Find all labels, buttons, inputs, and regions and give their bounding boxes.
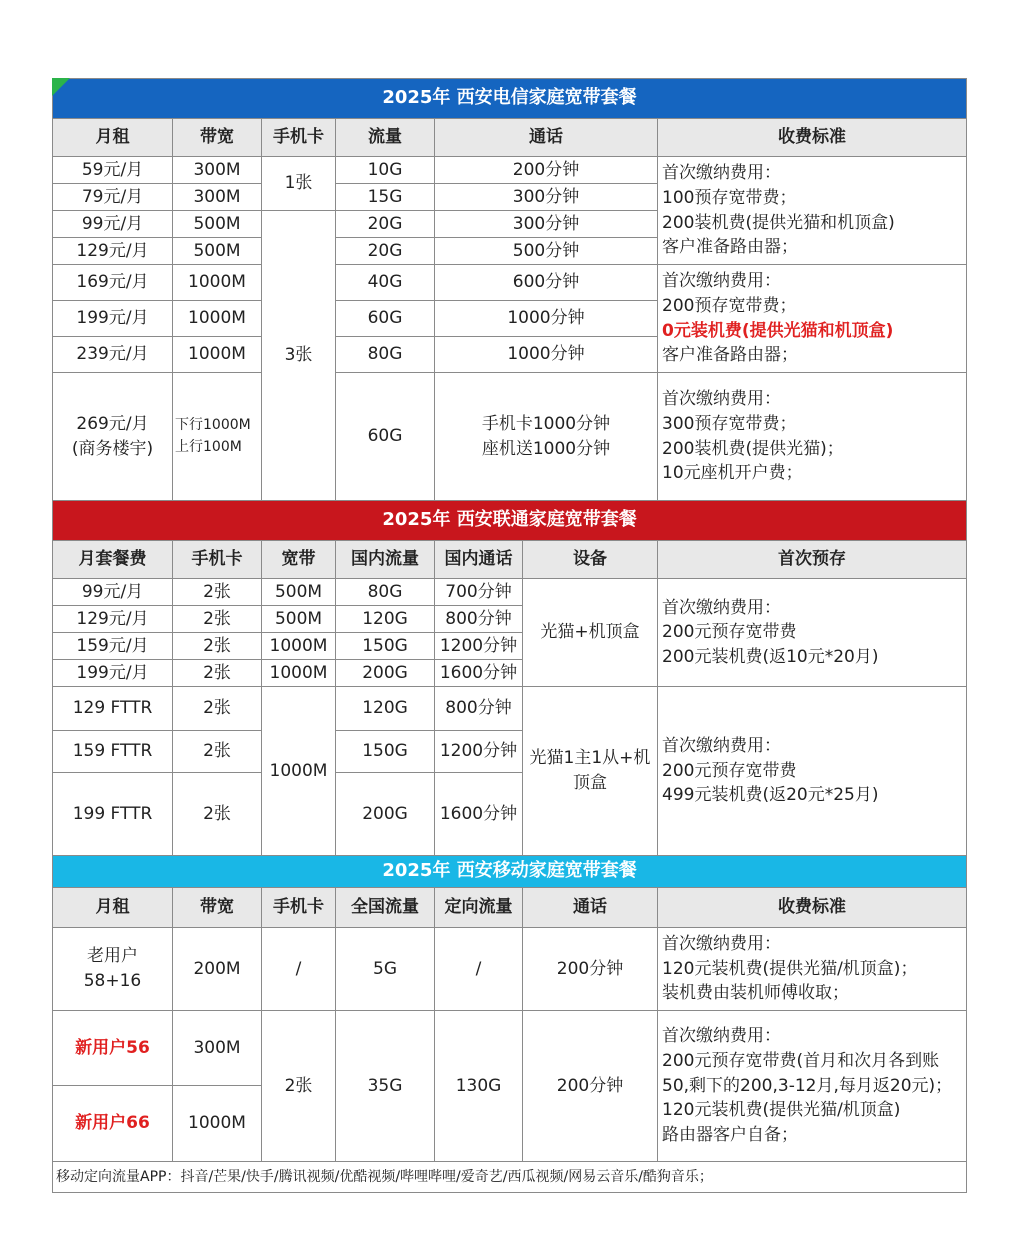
fee-standard-new bbox=[658, 1011, 967, 1162]
deposit-cell bbox=[658, 579, 967, 687]
fee-line: 首次缴纳费用： bbox=[662, 271, 781, 292]
call-line: 座机送1000分钟 bbox=[481, 438, 611, 459]
fee-line: 客户准备路由器； bbox=[662, 345, 798, 366]
fee-line: 首次缴纳费用： bbox=[662, 934, 781, 955]
data-cell: 60G bbox=[336, 373, 435, 501]
header-data: 流量 bbox=[336, 119, 435, 157]
broadband-plans-sheet bbox=[52, 78, 966, 1193]
fee-line: 200元预存宽带费(首月和次月各到账 bbox=[662, 1051, 940, 1072]
sim-cell: 2张 bbox=[173, 731, 262, 773]
call-cell: 300分钟 bbox=[435, 211, 658, 238]
call-cell: 1600分钟 bbox=[435, 660, 523, 687]
bandwidth-cell: 500M bbox=[173, 211, 262, 238]
bandwidth-cell: 300M bbox=[173, 1011, 262, 1086]
fee-line: 100预存宽带费； bbox=[662, 187, 797, 208]
table-row bbox=[53, 687, 967, 731]
data-cell: 20G bbox=[336, 238, 435, 265]
device-cell bbox=[523, 687, 658, 856]
bandwidth-cell: 200M bbox=[173, 928, 262, 1011]
data-cell: 120G bbox=[336, 687, 435, 731]
telecom-table bbox=[52, 78, 967, 501]
bandwidth-cell: 1000M bbox=[262, 633, 336, 660]
fee-line: 200装机费(提供光猫)； bbox=[662, 438, 844, 459]
call-cell: 200分钟 bbox=[523, 928, 658, 1011]
table-row bbox=[53, 373, 967, 501]
new-user-66-label: 新用户66 bbox=[53, 1086, 173, 1162]
header-national-data: 全国流量 bbox=[336, 888, 435, 928]
header-call: 通话 bbox=[435, 119, 658, 157]
header-fee: 收费标准 bbox=[658, 119, 967, 157]
new-user-56-label: 新用户56 bbox=[53, 1011, 173, 1086]
plan-fee-cell: 199元/月 bbox=[53, 660, 173, 687]
rent-cell: 79元/月 bbox=[53, 184, 173, 211]
bandwidth-cell: 300M bbox=[173, 157, 262, 184]
sim-cell: 3张 bbox=[262, 211, 336, 501]
unicom-title: 2025年 西安联通家庭宽带套餐 bbox=[53, 501, 967, 541]
data-cell: 15G bbox=[336, 184, 435, 211]
bandwidth-line: 上行100M bbox=[175, 438, 242, 455]
bandwidth-cell: 1000M bbox=[173, 301, 262, 337]
data-cell: 10G bbox=[336, 157, 435, 184]
deposit-cell bbox=[658, 687, 967, 856]
data-cell: 35G bbox=[336, 1011, 435, 1162]
header-call: 通话 bbox=[523, 888, 658, 928]
call-cell: 1000分钟 bbox=[435, 301, 658, 337]
sim-cell: 2张 bbox=[173, 606, 262, 633]
data-cell: 200G bbox=[336, 660, 435, 687]
sim-cell: 1张 bbox=[262, 157, 336, 211]
call-cell: 600分钟 bbox=[435, 265, 658, 301]
free-install-highlight: 0元装机费(提供光猫和机顶盒) bbox=[662, 320, 894, 341]
table-row bbox=[53, 157, 967, 184]
table-row bbox=[53, 928, 967, 1011]
header-directed-data: 定向流量 bbox=[435, 888, 523, 928]
call-cell: 500分钟 bbox=[435, 238, 658, 265]
fee-line: 120元装机费(提供光猫/机顶盒) bbox=[662, 1100, 901, 1121]
fee-line: 50,剩下的200,3-12月,每月返20元)； bbox=[662, 1075, 953, 1096]
rent-line: 老用户 bbox=[87, 946, 138, 967]
bandwidth-cell: 500M bbox=[173, 238, 262, 265]
sim-cell: 2张 bbox=[173, 660, 262, 687]
bandwidth-cell: 500M bbox=[262, 579, 336, 606]
rent-line: 58+16 bbox=[83, 971, 142, 991]
fee-line: 首次缴纳费用： bbox=[662, 163, 781, 184]
plan-fee-cell: 159元/月 bbox=[53, 633, 173, 660]
fee-line: 120元装机费(提供光猫/机顶盒)； bbox=[662, 958, 918, 979]
device-line: 光猫1主1从+机 bbox=[529, 748, 651, 769]
header-sim: 手机卡 bbox=[262, 119, 336, 157]
directed-data-cell: / bbox=[435, 928, 523, 1011]
bandwidth-line: 下行1000M bbox=[175, 416, 251, 433]
fee-line: 路由器客户自备； bbox=[662, 1124, 798, 1145]
plan-fee-cell: 129 FTTR bbox=[53, 687, 173, 731]
corner-marker bbox=[52, 78, 70, 96]
rent-line: 269元/月 bbox=[76, 413, 149, 434]
header-bandwidth: 带宽 bbox=[173, 119, 262, 157]
header-rent: 月租 bbox=[53, 888, 173, 928]
header-call: 国内通话 bbox=[435, 541, 523, 579]
device-line: 顶盒 bbox=[573, 773, 607, 793]
data-cell: 60G bbox=[336, 301, 435, 337]
call-cell: 1200分钟 bbox=[435, 731, 523, 773]
call-cell: 1000分钟 bbox=[435, 337, 658, 373]
fee-line: 300预存宽带费； bbox=[662, 413, 797, 434]
fee-line: 10元座机开户费； bbox=[662, 463, 803, 484]
plan-fee-cell: 159 FTTR bbox=[53, 731, 173, 773]
mobile-table bbox=[52, 855, 967, 1193]
deposit-line: 200元装机费(返10元*20月) bbox=[662, 646, 879, 667]
data-cell: 80G bbox=[336, 337, 435, 373]
fee-line: 客户准备路由器； bbox=[662, 237, 798, 258]
unicom-table bbox=[52, 500, 967, 856]
fee-standard-1 bbox=[658, 157, 967, 265]
fee-line: 200装机费(提供光猫和机顶盒) bbox=[662, 212, 895, 233]
call-cell bbox=[435, 373, 658, 501]
bandwidth-cell bbox=[173, 373, 262, 501]
sim-cell: / bbox=[262, 928, 336, 1011]
call-cell: 1200分钟 bbox=[435, 633, 523, 660]
table-row bbox=[53, 1011, 967, 1086]
header-bandwidth: 带宽 bbox=[173, 888, 262, 928]
fee-standard-old bbox=[658, 928, 967, 1011]
rent-cell: 199元/月 bbox=[53, 301, 173, 337]
header-fee: 收费标准 bbox=[658, 888, 967, 928]
fee-standard-3 bbox=[658, 373, 967, 501]
sim-cell: 2张 bbox=[173, 579, 262, 606]
call-cell: 200分钟 bbox=[435, 157, 658, 184]
table-row bbox=[53, 579, 967, 606]
deposit-line: 首次缴纳费用： bbox=[662, 736, 781, 757]
call-cell: 300分钟 bbox=[435, 184, 658, 211]
header-deposit: 首次预存 bbox=[658, 541, 967, 579]
call-cell: 1600分钟 bbox=[435, 773, 523, 856]
header-device: 设备 bbox=[523, 541, 658, 579]
call-cell: 800分钟 bbox=[435, 606, 523, 633]
rent-cell: 239元/月 bbox=[53, 337, 173, 373]
bandwidth-cell: 1000M bbox=[173, 265, 262, 301]
sim-cell: 2张 bbox=[173, 773, 262, 856]
header-rent: 月租 bbox=[53, 119, 173, 157]
header-sim: 手机卡 bbox=[173, 541, 262, 579]
bandwidth-cell: 300M bbox=[173, 184, 262, 211]
directed-data-cell: 130G bbox=[435, 1011, 523, 1162]
deposit-line: 首次缴纳费用： bbox=[662, 597, 781, 618]
table-row bbox=[53, 265, 967, 301]
data-cell: 5G bbox=[336, 928, 435, 1011]
header-bandwidth: 宽带 bbox=[262, 541, 336, 579]
rent-line: (商务楼宇) bbox=[71, 438, 154, 459]
directed-apps-note: 移动定向流量APP：抖音/芒果/快手/腾讯视频/优酷视频/哔哩哔哩/爱奇艺/西瓜视频/网易云音乐/酷狗音乐； bbox=[53, 1162, 967, 1193]
data-cell: 80G bbox=[336, 579, 435, 606]
plan-fee-cell: 129元/月 bbox=[53, 606, 173, 633]
sim-cell: 2张 bbox=[173, 687, 262, 731]
bandwidth-cell: 1000M bbox=[262, 660, 336, 687]
call-cell: 200分钟 bbox=[523, 1011, 658, 1162]
fee-standard-2 bbox=[658, 265, 967, 373]
rent-cell: 59元/月 bbox=[53, 157, 173, 184]
header-plan-fee: 月套餐费 bbox=[53, 541, 173, 579]
bandwidth-cell: 500M bbox=[262, 606, 336, 633]
call-cell: 700分钟 bbox=[435, 579, 523, 606]
data-cell: 150G bbox=[336, 633, 435, 660]
data-cell: 200G bbox=[336, 773, 435, 856]
sim-cell: 2张 bbox=[262, 1011, 336, 1162]
plan-fee-cell: 99元/月 bbox=[53, 579, 173, 606]
fee-line: 装机费由装机师傅收取； bbox=[662, 983, 849, 1004]
bandwidth-cell: 1000M bbox=[173, 1086, 262, 1162]
data-cell: 120G bbox=[336, 606, 435, 633]
device-cell: 光猫+机顶盒 bbox=[523, 579, 658, 687]
data-cell: 150G bbox=[336, 731, 435, 773]
rent-cell: 169元/月 bbox=[53, 265, 173, 301]
deposit-line: 200元预存宽带费 bbox=[662, 760, 797, 781]
bandwidth-cell: 1000M bbox=[173, 337, 262, 373]
mobile-title: 2025年 西安移动家庭宽带套餐 bbox=[53, 856, 967, 888]
plan-fee-cell: 199 FTTR bbox=[53, 773, 173, 856]
bandwidth-cell: 1000M bbox=[262, 687, 336, 856]
rent-cell: 129元/月 bbox=[53, 238, 173, 265]
deposit-line: 200元预存宽带费 bbox=[662, 622, 797, 643]
telecom-title: 2025年 西安电信家庭宽带套餐 bbox=[53, 79, 967, 119]
fee-line: 200预存宽带费； bbox=[662, 295, 797, 316]
rent-cell bbox=[53, 928, 173, 1011]
call-cell: 800分钟 bbox=[435, 687, 523, 731]
data-cell: 20G bbox=[336, 211, 435, 238]
call-line: 手机卡1000分钟 bbox=[481, 413, 611, 434]
rent-cell bbox=[53, 373, 173, 501]
fee-line: 首次缴纳费用： bbox=[662, 1026, 781, 1047]
sim-cell: 2张 bbox=[173, 633, 262, 660]
fee-line: 首次缴纳费用： bbox=[662, 389, 781, 410]
deposit-line: 499元装机费(返20元*25月) bbox=[662, 785, 879, 806]
rent-cell: 99元/月 bbox=[53, 211, 173, 238]
header-sim: 手机卡 bbox=[262, 888, 336, 928]
data-cell: 40G bbox=[336, 265, 435, 301]
header-data: 国内流量 bbox=[336, 541, 435, 579]
